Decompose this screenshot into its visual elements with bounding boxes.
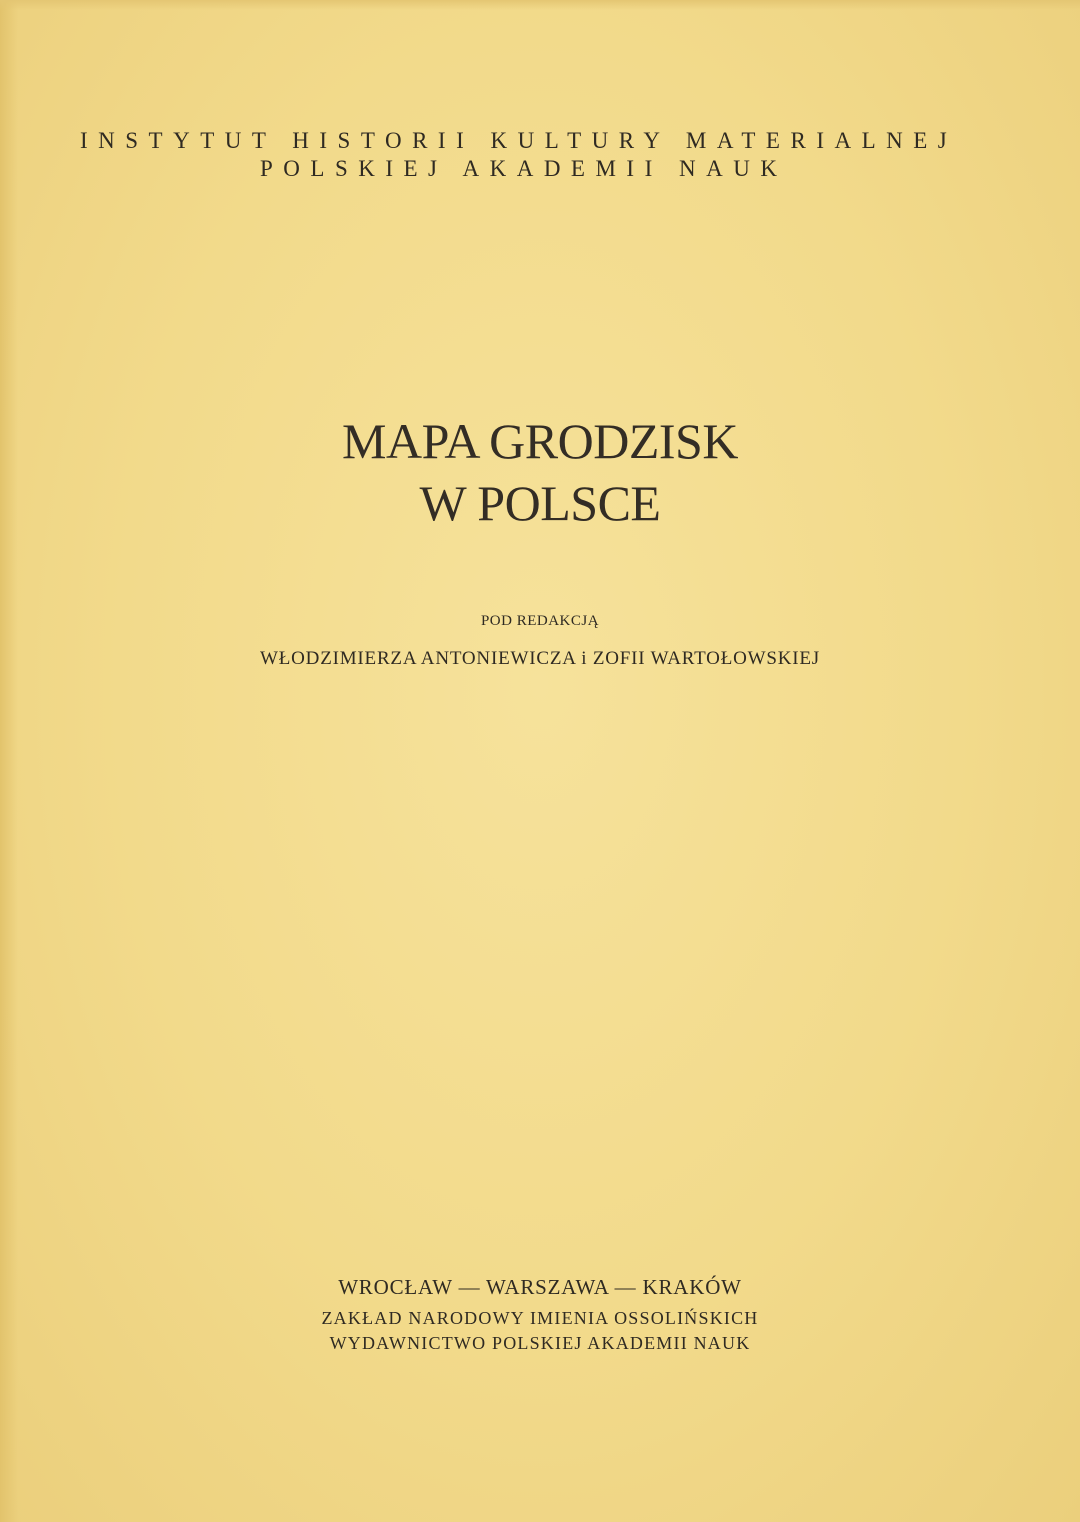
publisher-name-line-1: ZAKŁAD NARODOWY IMIENIA OSSOLIŃSKICH	[321, 1308, 759, 1328]
institute-name-line-1: INSTYTUT HISTORII KULTURY MATERIALNEJ	[80, 128, 958, 153]
editorial-label: POD REDAKCJĄ	[480, 613, 600, 629]
publisher-name-line-2: WYDAWNICTWO POLSKIEJ AKADEMII NAUK	[329, 1333, 751, 1353]
editors-names: WŁODZIMIERZA ANTONIEWICZA i ZOFII WARTOŁOWSKIEJ	[260, 648, 820, 669]
book-title-line-2: W POLSCE	[419, 475, 661, 531]
publication-cities: WROCŁAW — WARSZAWA — KRAKÓW	[338, 1275, 742, 1299]
book-title-line-1: MAPA GRODZISK	[342, 413, 738, 469]
institute-name-line-2: POLSKIEJ AKADEMII NAUK	[260, 156, 788, 181]
